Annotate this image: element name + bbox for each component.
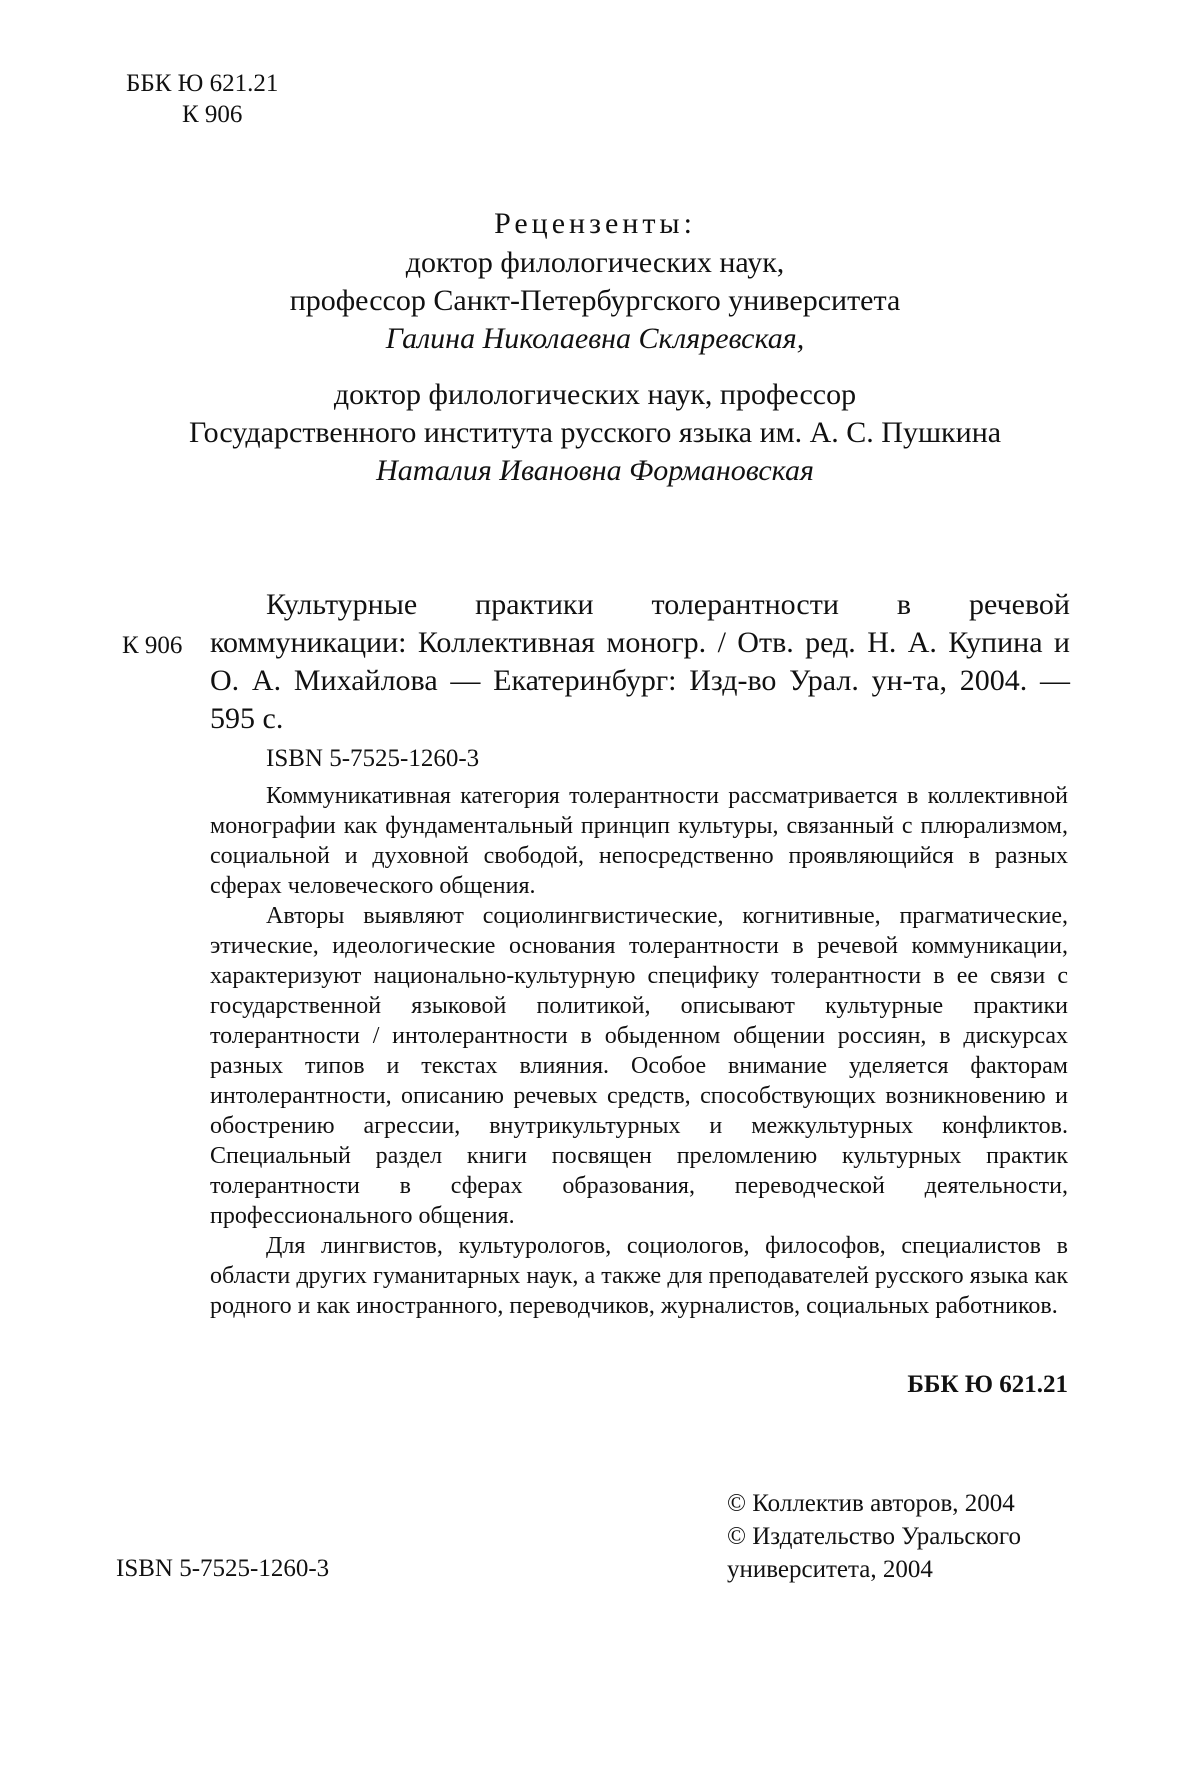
bbk-classification-bottom: ББК Ю 621.21 (907, 1371, 1068, 1398)
reviewer1-degree: доктор филологических наук, (405, 246, 785, 279)
catalog-author-mark: К 906 (122, 632, 183, 659)
copyright-publisher: © Издательство Уральского (727, 1523, 1021, 1550)
bbk-code: ББК Ю 621.21 (126, 70, 279, 97)
reviewers-heading: Рецензенты: (494, 207, 696, 240)
bbk-classification-top (126, 68, 278, 130)
bibliographic-text: Культурные практики толерантности в речевой коммуникации: Коллективная моногр. / Отв. ред. Н. А. Купина и О. А. Михайлова — Екатеринбург: Изд-во Урал. ун-та, 2004. — 595 с. (210, 588, 1070, 735)
annotation (210, 781, 1068, 1321)
annotation-paragraph-3: Для лингвистов, культурологов, социологов, философов, специалистов в области других гуманитарных наук, а также для преподавателей русского языка как родного и как иностранного, переводчиков, журналистов, социальных работников. (210, 1233, 1068, 1319)
annotation-paragraph-1: Коммуникативная категория толерантности рассматривается в коллективной монографии как фундаментальный принцип культуры, связанный с плюрализмом, социальной и духовной свободой, непосредственно проявляющийся в разных сферах человеческого общения. (210, 783, 1068, 899)
catalog-isbn: ISBN 5-7525-1260-3 (266, 745, 480, 772)
reviewers-block (120, 205, 1070, 490)
reviewer1-position: профессор Санкт-Петербургского университета (289, 284, 901, 317)
reviewer2-degree: доктор филологических наук, профессор (333, 378, 857, 411)
reviewer1-name: Галина Николаевна Скляревская, (385, 322, 805, 355)
copyright-authors: © Коллектив авторов, 2004 (727, 1490, 1015, 1517)
reviewer2-name: Наталия Ивановна Формановская (376, 454, 814, 487)
reviewer2-position: Государственного института русского языка им. А. С. Пушкина (188, 416, 1002, 449)
annotation-paragraph-2: Авторы выявляют социолингвистические, когнитивные, прагматические, этические, идеологические основания толерантности в речевой коммуникации, характеризуют национально-культурную специфику толерантности в ее связи с государственной языковой политикой, описывают культурные практики толерантности / интолерантности в обыденном общении россиян, в дискурсах разных типов и текстах влияния. Особое внимание уделяется факторам интолерантности, описанию речевых средств, способствующих возникновению и обострению агрессии, внутрикультурных и межкультурных конфликтов. Специальный раздел книги посвящен преломлению культурных практик толерантности в сферах образования, переводческой деятельности, профессионального общения. (210, 903, 1068, 1229)
footer-isbn: ISBN 5-7525-1260-3 (116, 1555, 330, 1582)
copyright-block (727, 1487, 1021, 1586)
bibliographic-description (210, 586, 1070, 738)
author-mark: К 906 (182, 101, 243, 128)
copyright-publisher-cont: университета, 2004 (727, 1556, 933, 1583)
